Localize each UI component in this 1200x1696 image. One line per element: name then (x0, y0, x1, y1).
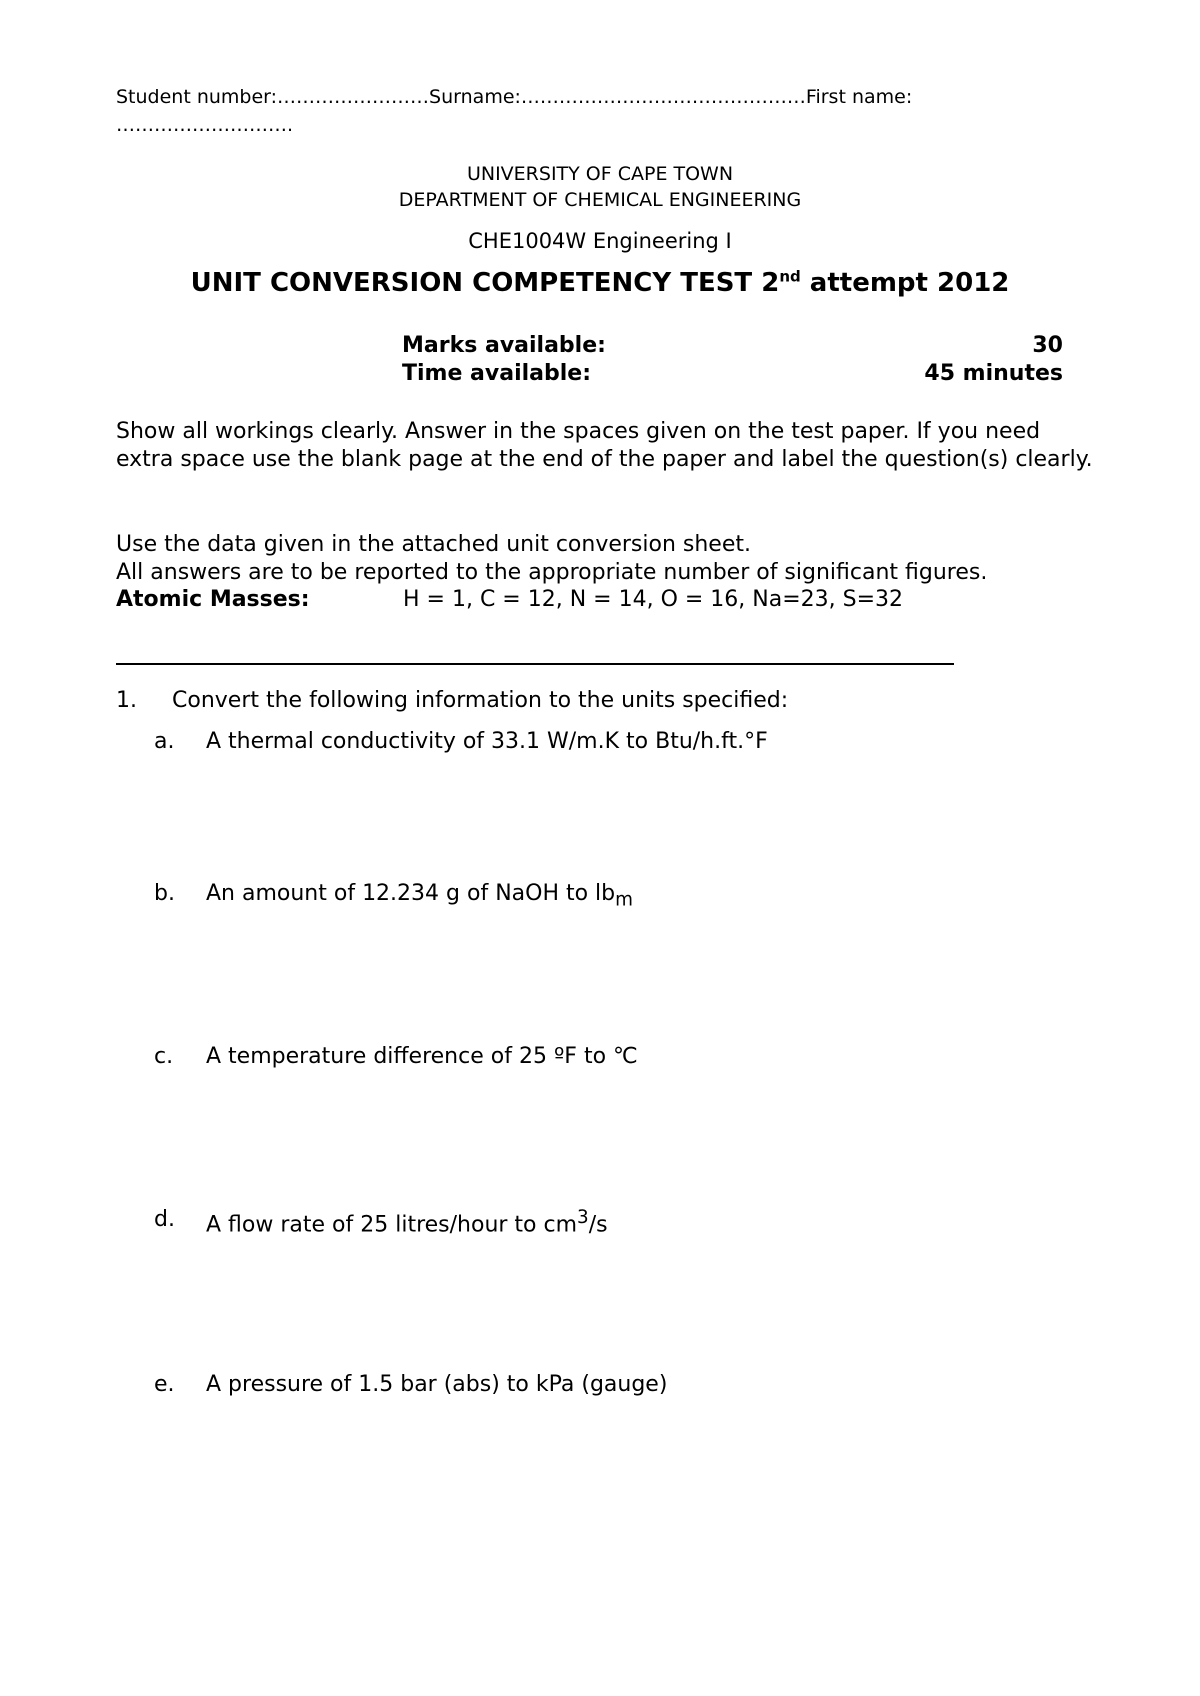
test-title-prefix: UNIT CONVERSION COMPETENCY TEST 2 (190, 268, 780, 298)
atomic-masses-label: Atomic Masses: (116, 587, 310, 612)
part-c-letter: c. (154, 1044, 174, 1069)
part-d-superscript: 3 (577, 1207, 589, 1228)
data-instruction: Use the data given in the attached unit conversion sheet. (116, 532, 751, 557)
test-title (0, 268, 1200, 298)
university-name: UNIVERSITY OF CAPE TOWN (466, 163, 734, 185)
atomic-masses-values: H = 1, C = 12, N = 14, O = 16, Na=23, S=32 (403, 587, 904, 612)
time-label: Time available: (402, 361, 592, 386)
course-name: CHE1004W Engineering I (468, 229, 732, 253)
marks-value: 30 (1032, 333, 1063, 358)
student-details-line-continued: ………………………. (116, 114, 294, 136)
part-b-letter: b. (154, 881, 175, 906)
student-details-line: Student number:……………………Surname:………………………………………First name: (116, 86, 913, 108)
time-value: 45 minutes (924, 361, 1063, 386)
marks-label: Marks available: (402, 333, 606, 358)
significant-figures-instruction: All answers are to be reported to the appropriate number of significant figures. (116, 560, 988, 585)
part-b-text-main: An amount of 12.234 g of NaOH to lb (206, 881, 616, 906)
part-a-text: A thermal conductivity of 33.1 W/m.K to Btu/h.ft.°F (206, 729, 768, 754)
part-c-text: A temperature difference of 25 ºF to ℃ (206, 1044, 638, 1069)
question-number: 1. (116, 688, 137, 713)
test-title-superscript: nd (779, 267, 801, 286)
part-a-letter: a. (154, 729, 175, 754)
part-d-letter: d. (154, 1207, 175, 1232)
part-b-subscript: m (615, 889, 633, 911)
instructions-paragraph: Show all workings clearly. Answer in the spaces given on the test paper. If you need extra space use the blank page at the end of the paper and label the question(s) clearly. (116, 419, 1093, 472)
part-e-text: A pressure of 1.5 bar (abs) to kPa (gauge) (206, 1372, 668, 1397)
part-d-text-after: /s (588, 1212, 608, 1238)
part-d-text (206, 1207, 608, 1237)
section-divider (116, 663, 954, 665)
question-text: Convert the following information to the units specified: (172, 688, 789, 713)
test-title-suffix: attempt 2012 (800, 268, 1010, 298)
part-d-text-main: A flow rate of 25 litres/hour to cm (206, 1212, 578, 1238)
part-e-letter: e. (154, 1372, 175, 1397)
department-name: DEPARTMENT OF CHEMICAL ENGINEERING (398, 189, 802, 211)
part-b-text (206, 881, 633, 910)
